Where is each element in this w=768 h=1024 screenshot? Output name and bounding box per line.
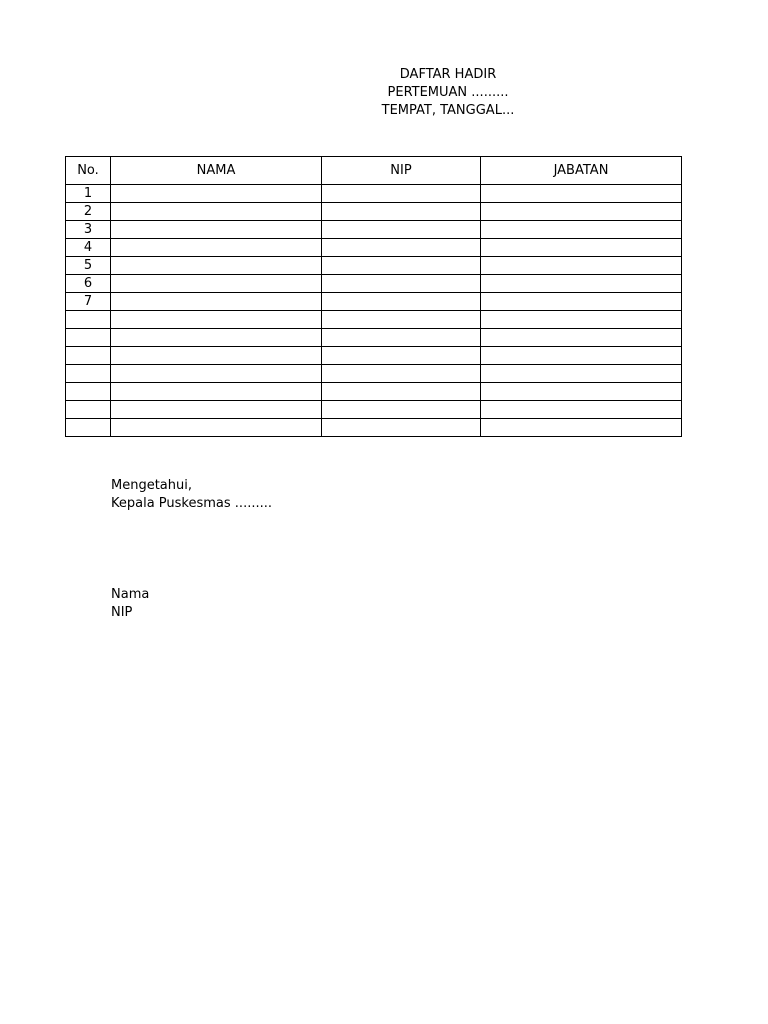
nip-cell: [322, 293, 481, 311]
nip-cell: [322, 347, 481, 365]
nip-cell: [322, 275, 481, 293]
document-title: DAFTAR HADIR: [399, 67, 497, 82]
nama-cell: [111, 401, 322, 419]
table-row: [66, 401, 682, 419]
table-row: [66, 257, 682, 275]
table-row: [66, 329, 682, 347]
nama-cell: [111, 293, 322, 311]
table-row: [66, 311, 682, 329]
jabatan-cell: [481, 239, 682, 257]
nip-cell: [322, 311, 481, 329]
nama-cell: [111, 257, 322, 275]
column-header-nama: NAMA: [111, 157, 322, 185]
table-row: [66, 185, 682, 203]
table-row: [66, 239, 682, 257]
row-number-cell: [66, 365, 111, 383]
table-row: [66, 203, 682, 221]
nama-cell: [111, 239, 322, 257]
row-number-cell: 4: [66, 239, 111, 257]
signatory-position: Kepala Puskesmas .........: [111, 496, 272, 511]
nip-cell: [322, 185, 481, 203]
nama-cell: [111, 185, 322, 203]
jabatan-cell: [481, 401, 682, 419]
nama-cell: [111, 347, 322, 365]
signatory-name-label: Nama: [111, 587, 150, 602]
row-number-cell: [66, 329, 111, 347]
table-row: [66, 365, 682, 383]
jabatan-cell: [481, 221, 682, 239]
table-row: [66, 383, 682, 401]
jabatan-cell: [481, 203, 682, 221]
nama-cell: [111, 275, 322, 293]
jabatan-cell: [481, 347, 682, 365]
row-number-cell: [66, 347, 111, 365]
nip-cell: [322, 221, 481, 239]
row-number-cell: 6: [66, 275, 111, 293]
attendance-table: [65, 156, 682, 437]
meeting-line: PERTEMUAN .........: [387, 85, 509, 100]
nip-cell: [322, 329, 481, 347]
row-number-cell: [66, 383, 111, 401]
jabatan-cell: [481, 383, 682, 401]
jabatan-cell: [481, 257, 682, 275]
nip-cell: [322, 257, 481, 275]
table-row: [66, 419, 682, 437]
row-number-cell: 1: [66, 185, 111, 203]
row-number-cell: 3: [66, 221, 111, 239]
acknowledged-label: Mengetahui,: [111, 478, 192, 493]
nip-cell: [322, 383, 481, 401]
row-number-cell: [66, 311, 111, 329]
nip-cell: [322, 401, 481, 419]
table-row: [66, 221, 682, 239]
jabatan-cell: [481, 419, 682, 437]
column-header-jabatan: JABATAN: [481, 157, 682, 185]
signatory-nip-label: NIP: [111, 605, 133, 620]
jabatan-cell: [481, 293, 682, 311]
jabatan-cell: [481, 329, 682, 347]
nip-cell: [322, 203, 481, 221]
nip-cell: [322, 419, 481, 437]
row-number-cell: [66, 401, 111, 419]
column-header-nip: NIP: [322, 157, 481, 185]
nama-cell: [111, 329, 322, 347]
jabatan-cell: [481, 365, 682, 383]
table-header-row: [66, 157, 682, 185]
table-row: [66, 293, 682, 311]
nama-cell: [111, 419, 322, 437]
jabatan-cell: [481, 311, 682, 329]
nama-cell: [111, 383, 322, 401]
jabatan-cell: [481, 275, 682, 293]
table-row: [66, 347, 682, 365]
nip-cell: [322, 239, 481, 257]
jabatan-cell: [481, 185, 682, 203]
nama-cell: [111, 365, 322, 383]
nama-cell: [111, 221, 322, 239]
row-number-cell: 5: [66, 257, 111, 275]
nama-cell: [111, 311, 322, 329]
nama-cell: [111, 203, 322, 221]
place-date-line: TEMPAT, TANGGAL...: [381, 103, 515, 118]
column-header-no: No.: [66, 157, 111, 185]
table-row: [66, 275, 682, 293]
nip-cell: [322, 365, 481, 383]
row-number-cell: 7: [66, 293, 111, 311]
row-number-cell: [66, 419, 111, 437]
row-number-cell: 2: [66, 203, 111, 221]
